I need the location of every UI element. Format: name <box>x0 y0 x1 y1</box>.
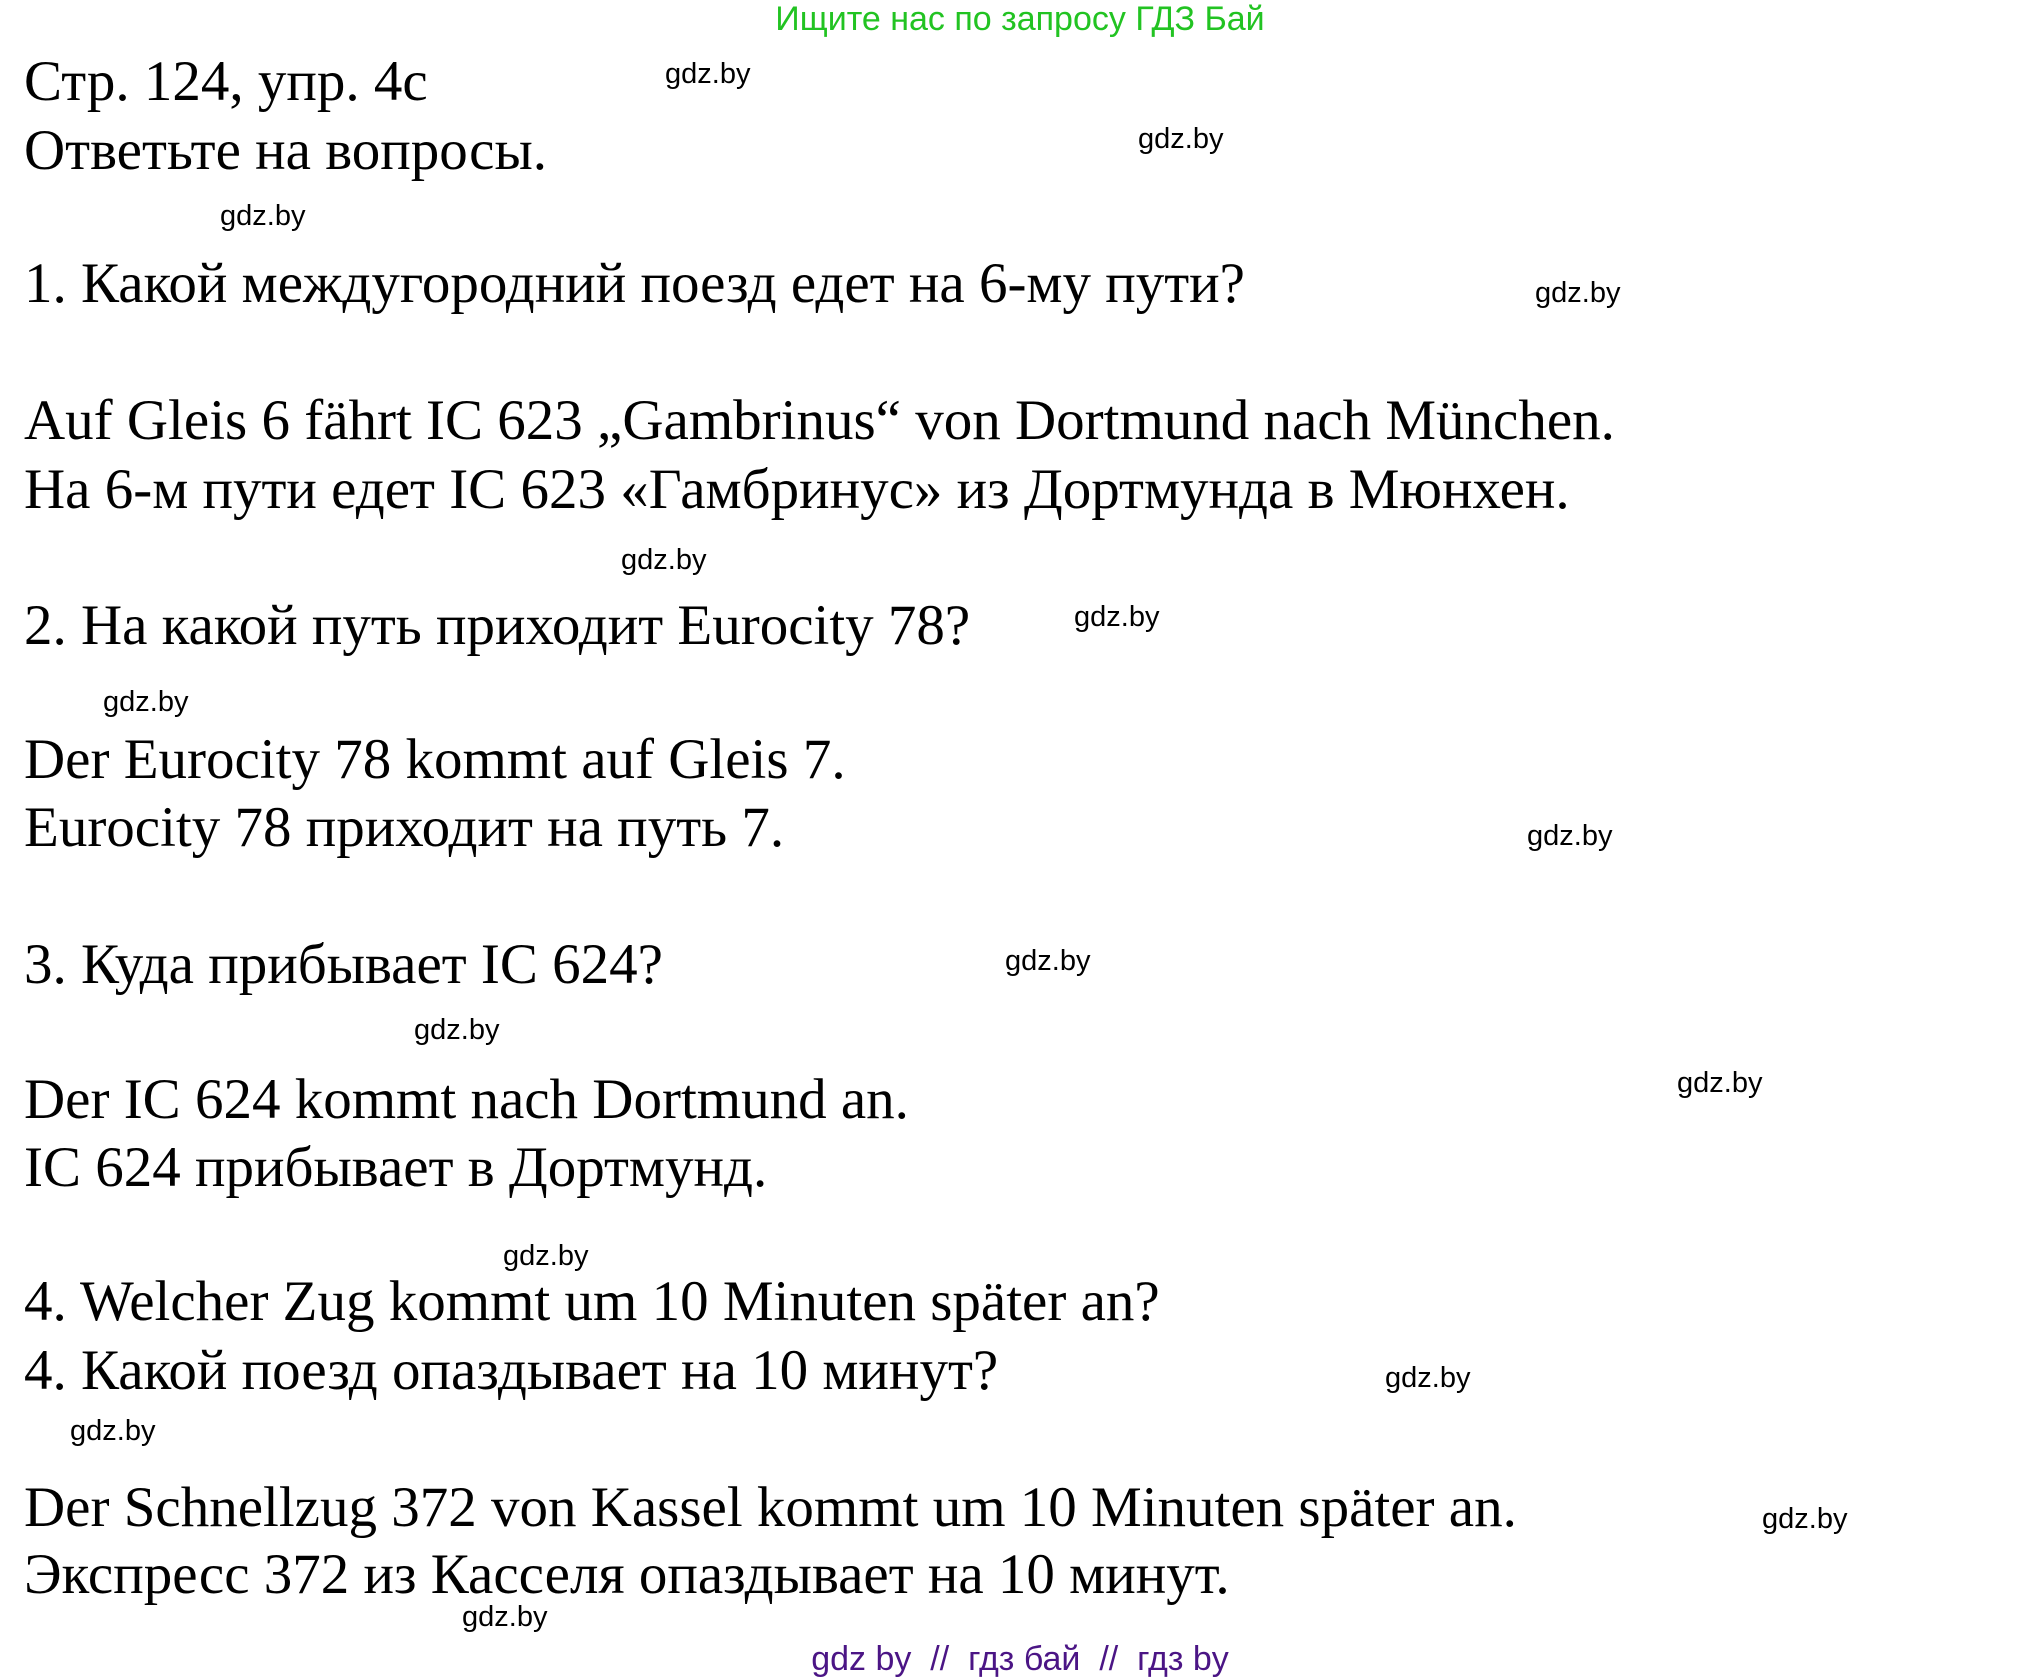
answer-3-de: Der IC 624 kommt nach Dortmund an. <box>24 1068 909 1131</box>
answer-2-ru: Eurocity 78 приходит на путь 7. <box>24 796 785 859</box>
question-1: 1. Какой междугородний поезд едет на 6-му пути? <box>24 252 1245 315</box>
watermark: gdz.by <box>621 544 707 576</box>
question-4-de: 4. Welcher Zug kommt um 10 Minuten später an? <box>24 1270 1160 1333</box>
page-title: Стр. 124, упр. 4c <box>24 50 428 113</box>
instruction: Ответьте на вопросы. <box>24 119 547 182</box>
answer-1-ru: На 6-м пути едет IC 623 «Гамбринус» из Дортмунда в Мюнхен. <box>24 458 1570 521</box>
watermark: gdz.by <box>1762 1503 1848 1535</box>
watermark: gdz.by <box>70 1415 156 1447</box>
watermark: gdz.by <box>1005 945 1091 977</box>
watermark: gdz.by <box>1677 1067 1763 1099</box>
watermark: gdz.by <box>1385 1362 1471 1394</box>
answer-4-de: Der Schnellzug 372 von Kassel kommt um 10 Minuten später an. <box>24 1476 1517 1539</box>
footer-links: gdz by // гдз бай // гдз by <box>811 1640 1229 1678</box>
question-2: 2. На какой путь приходит Eurocity 78? <box>24 594 971 657</box>
watermark: gdz.by <box>503 1240 589 1272</box>
watermark: gdz.by <box>1535 277 1621 309</box>
search-hint-banner: Ищите нас по запросу ГДЗ Бай <box>775 0 1265 38</box>
watermark: gdz.by <box>1527 820 1613 852</box>
watermark: gdz.by <box>1138 123 1224 155</box>
question-3: 3. Куда прибывает IC 624? <box>24 933 663 996</box>
watermark: gdz.by <box>220 200 306 232</box>
question-4: 4. Какой поезд опаздывает на 10 минут? <box>24 1339 999 1402</box>
watermark: gdz.by <box>103 686 189 718</box>
watermark: gdz.by <box>414 1014 500 1046</box>
answer-1-de: Auf Gleis 6 fährt IC 623 „Gambrinus“ von Dortmund nach München. <box>24 389 1615 452</box>
watermark: gdz.by <box>1074 601 1160 633</box>
answer-4-ru: Экспресс 372 из Касселя опаздывает на 10 минут. <box>24 1543 1230 1606</box>
answer-2-de: Der Eurocity 78 kommt auf Gleis 7. <box>24 728 846 791</box>
watermark: gdz.by <box>462 1601 548 1633</box>
watermark: gdz.by <box>665 58 751 90</box>
answer-3-ru: IC 624 прибывает в Дортмунд. <box>24 1136 768 1199</box>
